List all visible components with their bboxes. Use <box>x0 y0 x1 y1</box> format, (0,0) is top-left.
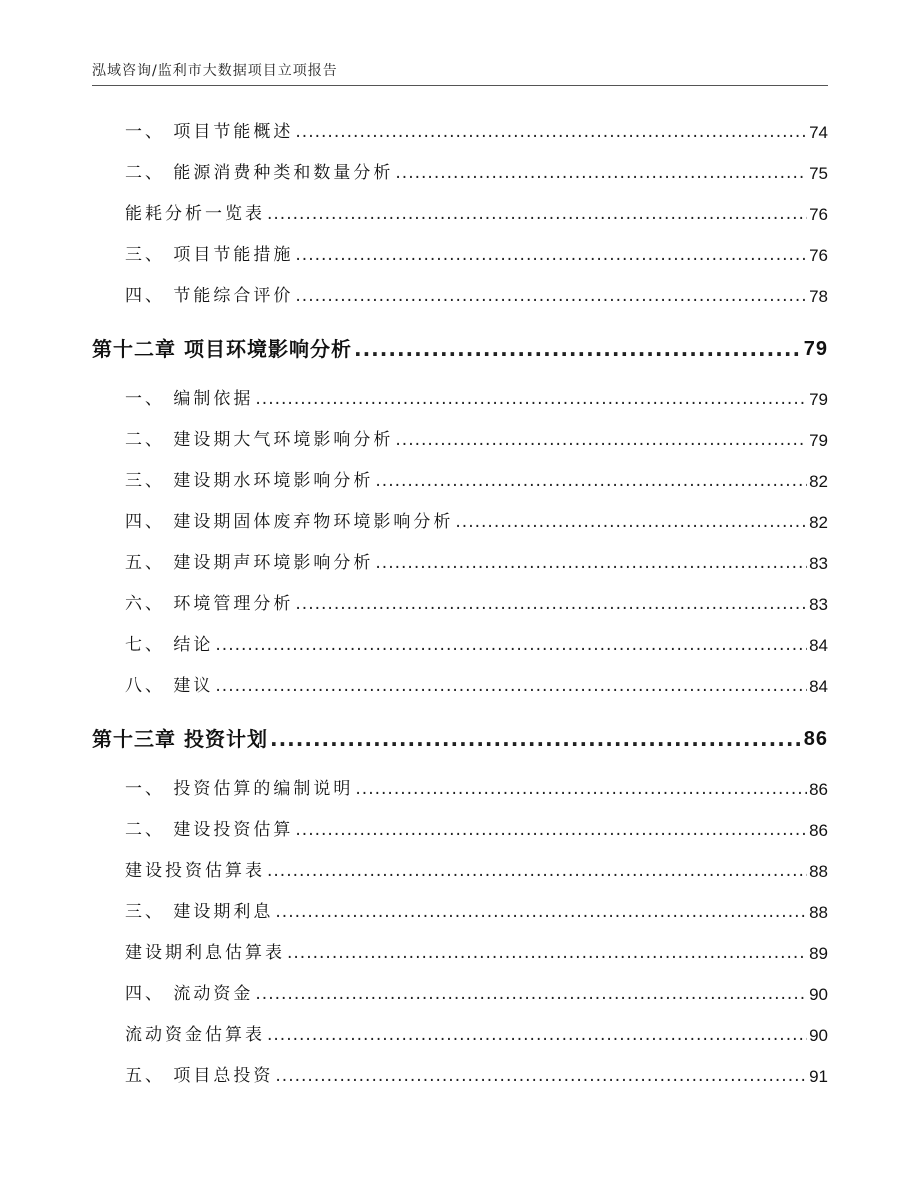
toc-leader-dots <box>295 124 807 141</box>
toc-entry-page: 91 <box>809 1067 828 1086</box>
toc-entry-label: 四、 建设期固体废弃物环境影响分析 <box>125 512 454 532</box>
toc-entry-label: 五、 项目总投资 <box>125 1066 274 1086</box>
toc-entry-page: 83 <box>809 595 828 614</box>
toc-entry-page: 74 <box>809 123 828 142</box>
toc-leader-dots <box>455 514 807 531</box>
page-header: 泓域咨询/监利市大数据项目立项报告 <box>92 63 338 79</box>
toc-entry-page: 84 <box>809 636 828 655</box>
toc-leader-dots <box>295 247 807 264</box>
toc-leader-dots <box>275 1068 807 1085</box>
toc-entry[interactable] <box>125 945 828 962</box>
toc-entry-label: 三、 建设期利息 <box>125 902 274 922</box>
toc-leader-dots <box>375 473 807 490</box>
toc-entry-page: 88 <box>809 862 828 881</box>
toc-entry-label: 二、 建设投资估算 <box>125 820 294 840</box>
toc-entry-label: 五、 建设期声环境影响分析 <box>125 553 374 573</box>
toc-entry-page: 86 <box>809 821 828 840</box>
toc-entry[interactable] <box>125 863 828 880</box>
toc-leader-dots <box>287 945 807 962</box>
toc-entry-label: 一、 编制依据 <box>125 389 254 409</box>
toc-entry-label: 二、 能源消费种类和数量分析 <box>125 163 394 183</box>
toc-entry-page: 89 <box>809 944 828 963</box>
toc-entry-page: 90 <box>809 985 828 1004</box>
toc-entry-label: 七、 结论 <box>125 635 214 655</box>
toc-chapter-label: 第十二章 项目环境影响分析 <box>92 337 352 361</box>
toc-leader-dots <box>395 165 807 182</box>
toc-chapter-label: 第十三章 投资计划 <box>92 727 268 751</box>
toc-entry-page: 83 <box>809 554 828 573</box>
toc-leader-dots <box>354 339 802 359</box>
toc-leader-dots <box>215 637 807 654</box>
toc-leader-dots <box>267 1027 807 1044</box>
toc-entry-page: 88 <box>809 903 828 922</box>
toc-entry[interactable] <box>125 986 828 1003</box>
toc-chapter-entry[interactable] <box>92 729 828 749</box>
toc-entry-label: 三、 项目节能措施 <box>125 245 294 265</box>
toc-leader-dots <box>267 206 807 223</box>
toc-leader-dots <box>275 904 807 921</box>
toc-entry[interactable] <box>125 637 828 654</box>
toc-entry[interactable] <box>125 822 828 839</box>
toc-entry-page: 82 <box>809 513 828 532</box>
toc-entry[interactable] <box>125 391 828 408</box>
toc-entry[interactable] <box>125 514 828 531</box>
toc-entry-page: 86 <box>809 780 828 799</box>
toc-entry-label: 建设投资估算表 <box>125 861 265 881</box>
toc-entry-page: 79 <box>809 431 828 450</box>
toc-leader-dots <box>255 986 807 1003</box>
toc-leader-dots <box>295 596 807 613</box>
toc-leader-dots <box>270 729 802 749</box>
toc-entry-label: 四、 流动资金 <box>125 984 254 1004</box>
toc-chapter-entry[interactable] <box>92 339 828 359</box>
header-rule <box>92 85 828 86</box>
toc-entry-label: 四、 节能综合评价 <box>125 286 294 306</box>
toc-leader-dots <box>395 432 807 449</box>
toc-entry-page: 76 <box>809 205 828 224</box>
toc-entry-label: 一、 投资估算的编制说明 <box>125 779 354 799</box>
toc-chapter-page: 79 <box>803 338 828 360</box>
toc-entry-label: 能耗分析一览表 <box>125 204 265 224</box>
toc-entry[interactable] <box>125 206 828 223</box>
toc-entry[interactable] <box>125 288 828 305</box>
toc-leader-dots <box>375 555 807 572</box>
toc-entry-page: 75 <box>809 164 828 183</box>
toc-entry-page: 78 <box>809 287 828 306</box>
toc-leader-dots <box>215 678 807 695</box>
toc-leader-dots <box>355 781 807 798</box>
toc-entry[interactable] <box>125 678 828 695</box>
toc-leader-dots <box>267 863 807 880</box>
toc-entry-page: 90 <box>809 1026 828 1045</box>
toc-leader-dots <box>295 822 807 839</box>
toc-entry[interactable] <box>125 432 828 449</box>
toc-entry[interactable] <box>125 165 828 182</box>
toc-entry-page: 84 <box>809 677 828 696</box>
toc-entry-page: 76 <box>809 246 828 265</box>
toc-entry-page: 79 <box>809 390 828 409</box>
toc-entry[interactable] <box>125 781 828 798</box>
toc-entry[interactable] <box>125 473 828 490</box>
toc-entry[interactable] <box>125 904 828 921</box>
toc-entry-label: 六、 环境管理分析 <box>125 594 294 614</box>
toc-entry-label: 二、 建设期大气环境影响分析 <box>125 430 394 450</box>
toc-chapter-page: 86 <box>803 728 828 750</box>
toc-entry-label: 八、 建议 <box>125 676 214 696</box>
toc-entry[interactable] <box>125 1068 828 1085</box>
toc-leader-dots <box>255 391 807 408</box>
toc-entry-label: 三、 建设期水环境影响分析 <box>125 471 374 491</box>
toc-entry-page: 82 <box>809 472 828 491</box>
toc-entry[interactable] <box>125 555 828 572</box>
toc-entry-label: 一、 项目节能概述 <box>125 122 294 142</box>
toc-entry[interactable] <box>125 1027 828 1044</box>
toc-entry-label: 流动资金估算表 <box>125 1025 265 1045</box>
toc-entry[interactable] <box>125 247 828 264</box>
toc-entry[interactable] <box>125 124 828 141</box>
toc-leader-dots <box>295 288 807 305</box>
toc-entry-label: 建设期利息估算表 <box>125 943 285 963</box>
toc-entry[interactable] <box>125 596 828 613</box>
